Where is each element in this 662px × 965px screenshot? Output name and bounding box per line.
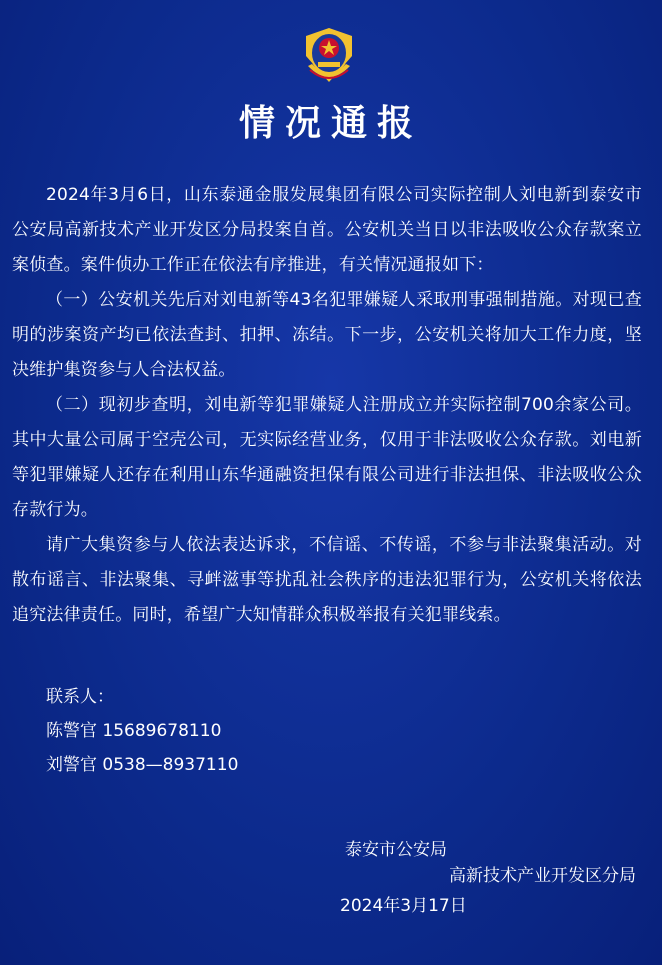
paragraph-item-1: （一）公安机关先后对刘电新等43名犯罪嫌疑人采取刑事强制措施。对现已查明的涉案资产均已依法查封、扣押、冻结。下一步，公安机关将加大工作力度，坚决维护集资参与人合法权益。 [12, 290, 642, 380]
signature-org: 泰安市公安局 [345, 840, 447, 860]
paragraph-appeal: 请广大集资参与人依法表达诉求，不信谣、不传谣，不参与非法聚集活动。对散布谣言、非法聚集、寻衅滋事等扰乱社会秩序的违法犯罪行为，公安机关将依法追究法律责任。同时，希望广大知情群众积极举报有关犯罪线索。 [12, 535, 642, 625]
police-emblem-icon [300, 26, 358, 88]
contact-item: 陈警官 15689678110 [46, 721, 222, 741]
contact-item: 刘警官 0538—8937110 [46, 755, 239, 775]
contacts-label: 联系人： [46, 687, 114, 707]
paragraph-item-2: （二）现初步查明，刘电新等犯罪嫌疑人注册成立并实际控制700余家公司。其中大量公司属于空壳公司，无实际经营业务，仅用于非法吸收公众存款。刘电新等犯罪嫌疑人还存在利用山东华通融资担保有限公司进行非法担保、非法吸收公众存款行为。 [12, 395, 642, 520]
notice-body [12, 178, 642, 633]
signature-branch: 高新技术产业开发区分局 [449, 866, 636, 886]
signature-date: 2024年3月17日 [340, 896, 467, 916]
contacts-block [46, 680, 238, 782]
paragraph-intro: 2024年3月6日，山东泰通金服发展集团有限公司实际控制人刘电新到泰安市公安局高新技术产业开发区分局投案自首。公安机关当日以非法吸收公众存款案立案侦查。案件侦办工作正在依法有序推进，有关情况通报如下： [12, 185, 642, 275]
page-title: 情况通报 [238, 103, 423, 144]
